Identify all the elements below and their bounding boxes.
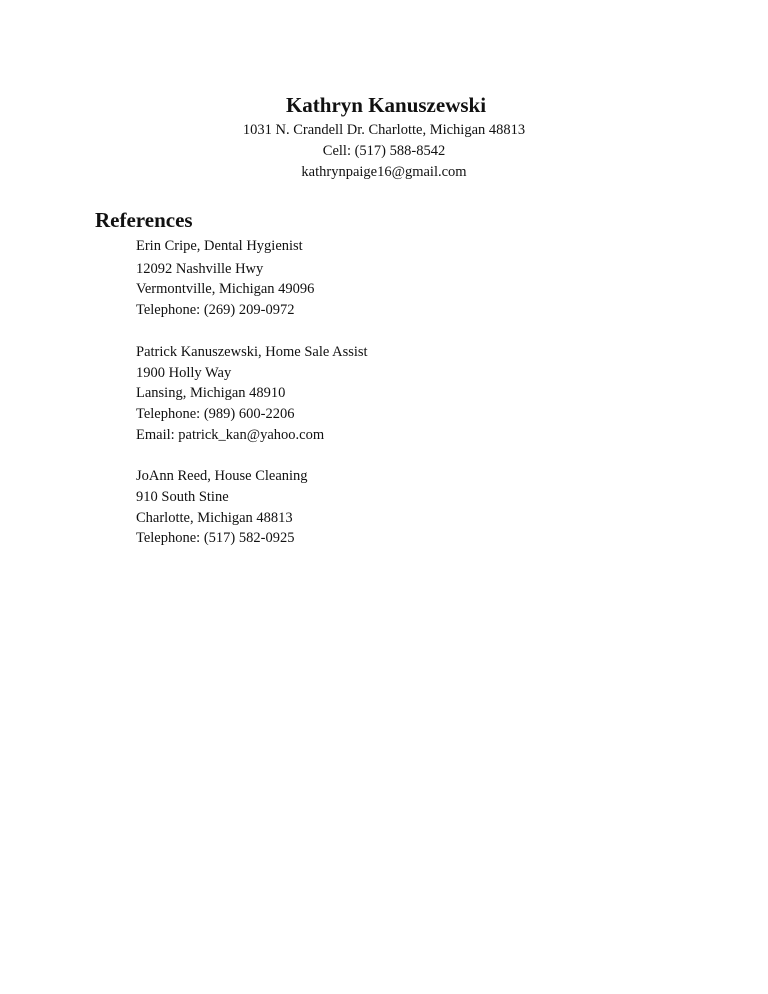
reference-street: 910 South Stine	[136, 489, 229, 506]
reference-entry	[136, 236, 368, 321]
contact-header	[0, 92, 768, 183]
reference-name-title: JoAnn Reed, House Cleaning	[136, 468, 308, 485]
applicant-cell: Cell: (517) 588-8542	[322, 143, 446, 159]
reference-street: 12092 Nashville Hwy	[136, 260, 264, 277]
reference-name-title: Patrick Kanuszewski, Home Sale Assist	[136, 343, 368, 360]
reference-name-title: Erin Cripe, Dental Hygienist	[136, 238, 303, 254]
reference-city-state: Vermontville, Michigan 49096	[136, 281, 315, 298]
applicant-address: 1031 N. Crandell Dr. Charlotte, Michigan 48813	[242, 122, 526, 138]
reference-email: Email: patrick_kan@yahoo.com	[136, 426, 325, 443]
reference-city-state: Charlotte, Michigan 48813	[136, 509, 293, 526]
reference-city-state: Lansing, Michigan 48910	[136, 385, 286, 402]
references-list	[136, 236, 368, 570]
applicant-email: kathrynpaige16@gmail.com	[301, 164, 467, 180]
reference-telephone: Telephone: (989) 600-2206	[136, 405, 295, 422]
references-heading: References	[95, 208, 193, 232]
reference-entry	[136, 466, 368, 549]
reference-street: 1900 Holly Way	[136, 364, 232, 381]
reference-entry	[136, 342, 368, 446]
applicant-name: Kathryn Kanuszewski	[285, 93, 487, 117]
reference-telephone: Telephone: (269) 209-0972	[136, 302, 295, 319]
reference-telephone: Telephone: (517) 582-0925	[136, 530, 295, 547]
